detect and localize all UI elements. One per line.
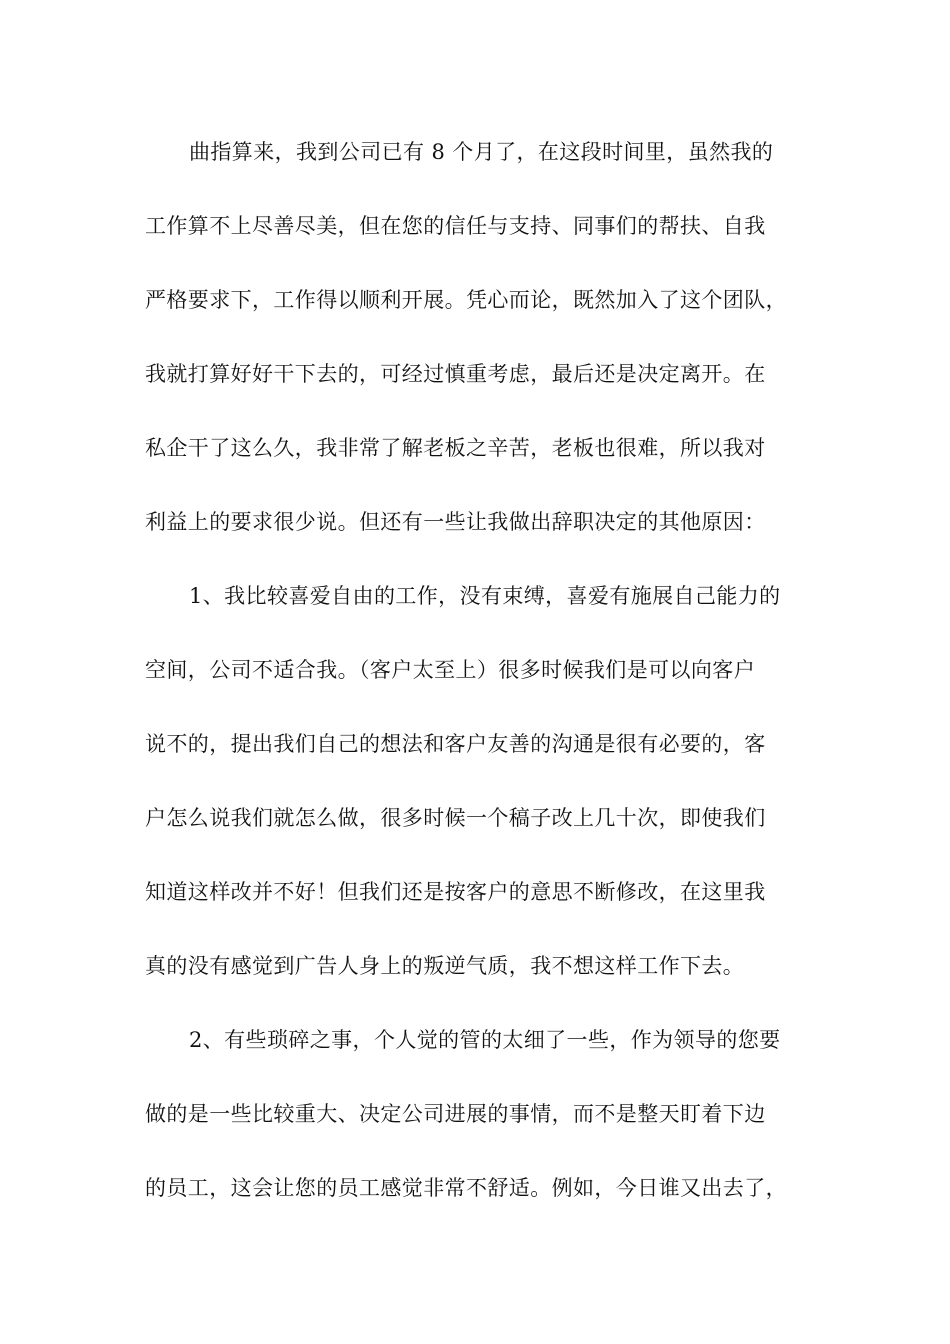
paragraph-2-line-3: 说不的，提出我们自己的想法和客户友善的沟通是很有必要的，客 [145, 732, 766, 756]
paragraph-3-line-3: 的员工，这会让您的员工感觉非常不舒适。例如，今日谁又出去了， [145, 1176, 787, 1200]
document-body [145, 132, 845, 1242]
paragraph-1-line-5: 私企干了这么久，我非常了解老板之辛苦，老板也很难，所以我对 [145, 436, 766, 460]
paragraph-1-line-2: 工作算不上尽善尽美，但在您的信任与支持、同事们的帮扶、自我 [145, 214, 766, 238]
paragraph-2-line-5: 知道这样改并不好！但我们还是按客户的意思不断修改，在这里我 [145, 880, 766, 904]
paragraph-2-line-2: 空间，公司不适合我。（客户太至上）很多时候我们是可以向客户 [145, 658, 756, 682]
paragraph-2-line-4: 户怎么说我们就怎么做，很多时候一个稿子改上几十次，即使我们 [145, 806, 766, 830]
paragraph-1-line-4: 我就打算好好干下去的，可经过慎重考虑，最后还是决定离开。在 [145, 362, 766, 386]
paragraph-3-line-2: 做的是一些比较重大、决定公司进展的事情，而不是整天盯着下边 [145, 1102, 766, 1126]
paragraph-2-line-1: 1、我比较喜爱自由的工作，没有束缚，喜爱有施展自己能力的 [189, 584, 781, 608]
paragraph-1-line-6: 利益上的要求很少说。但还有一些让我做出辞职决定的其他原因： [145, 510, 766, 534]
paragraph-1-line-3: 严格要求下，工作得以顺利开展。凭心而论，既然加入了这个团队， [145, 288, 787, 312]
paragraph-3-line-1: 2、有些琐碎之事，个人觉的管的太细了一些，作为领导的您要 [189, 1028, 781, 1052]
paragraph-2-line-6: 真的没有感觉到广告人身上的叛逆气质，我不想这样工作下去。 [145, 954, 745, 978]
paragraph-1-line-1: 曲指算来，我到公司已有 8 个月了，在这段时间里，虽然我的 [189, 140, 774, 164]
